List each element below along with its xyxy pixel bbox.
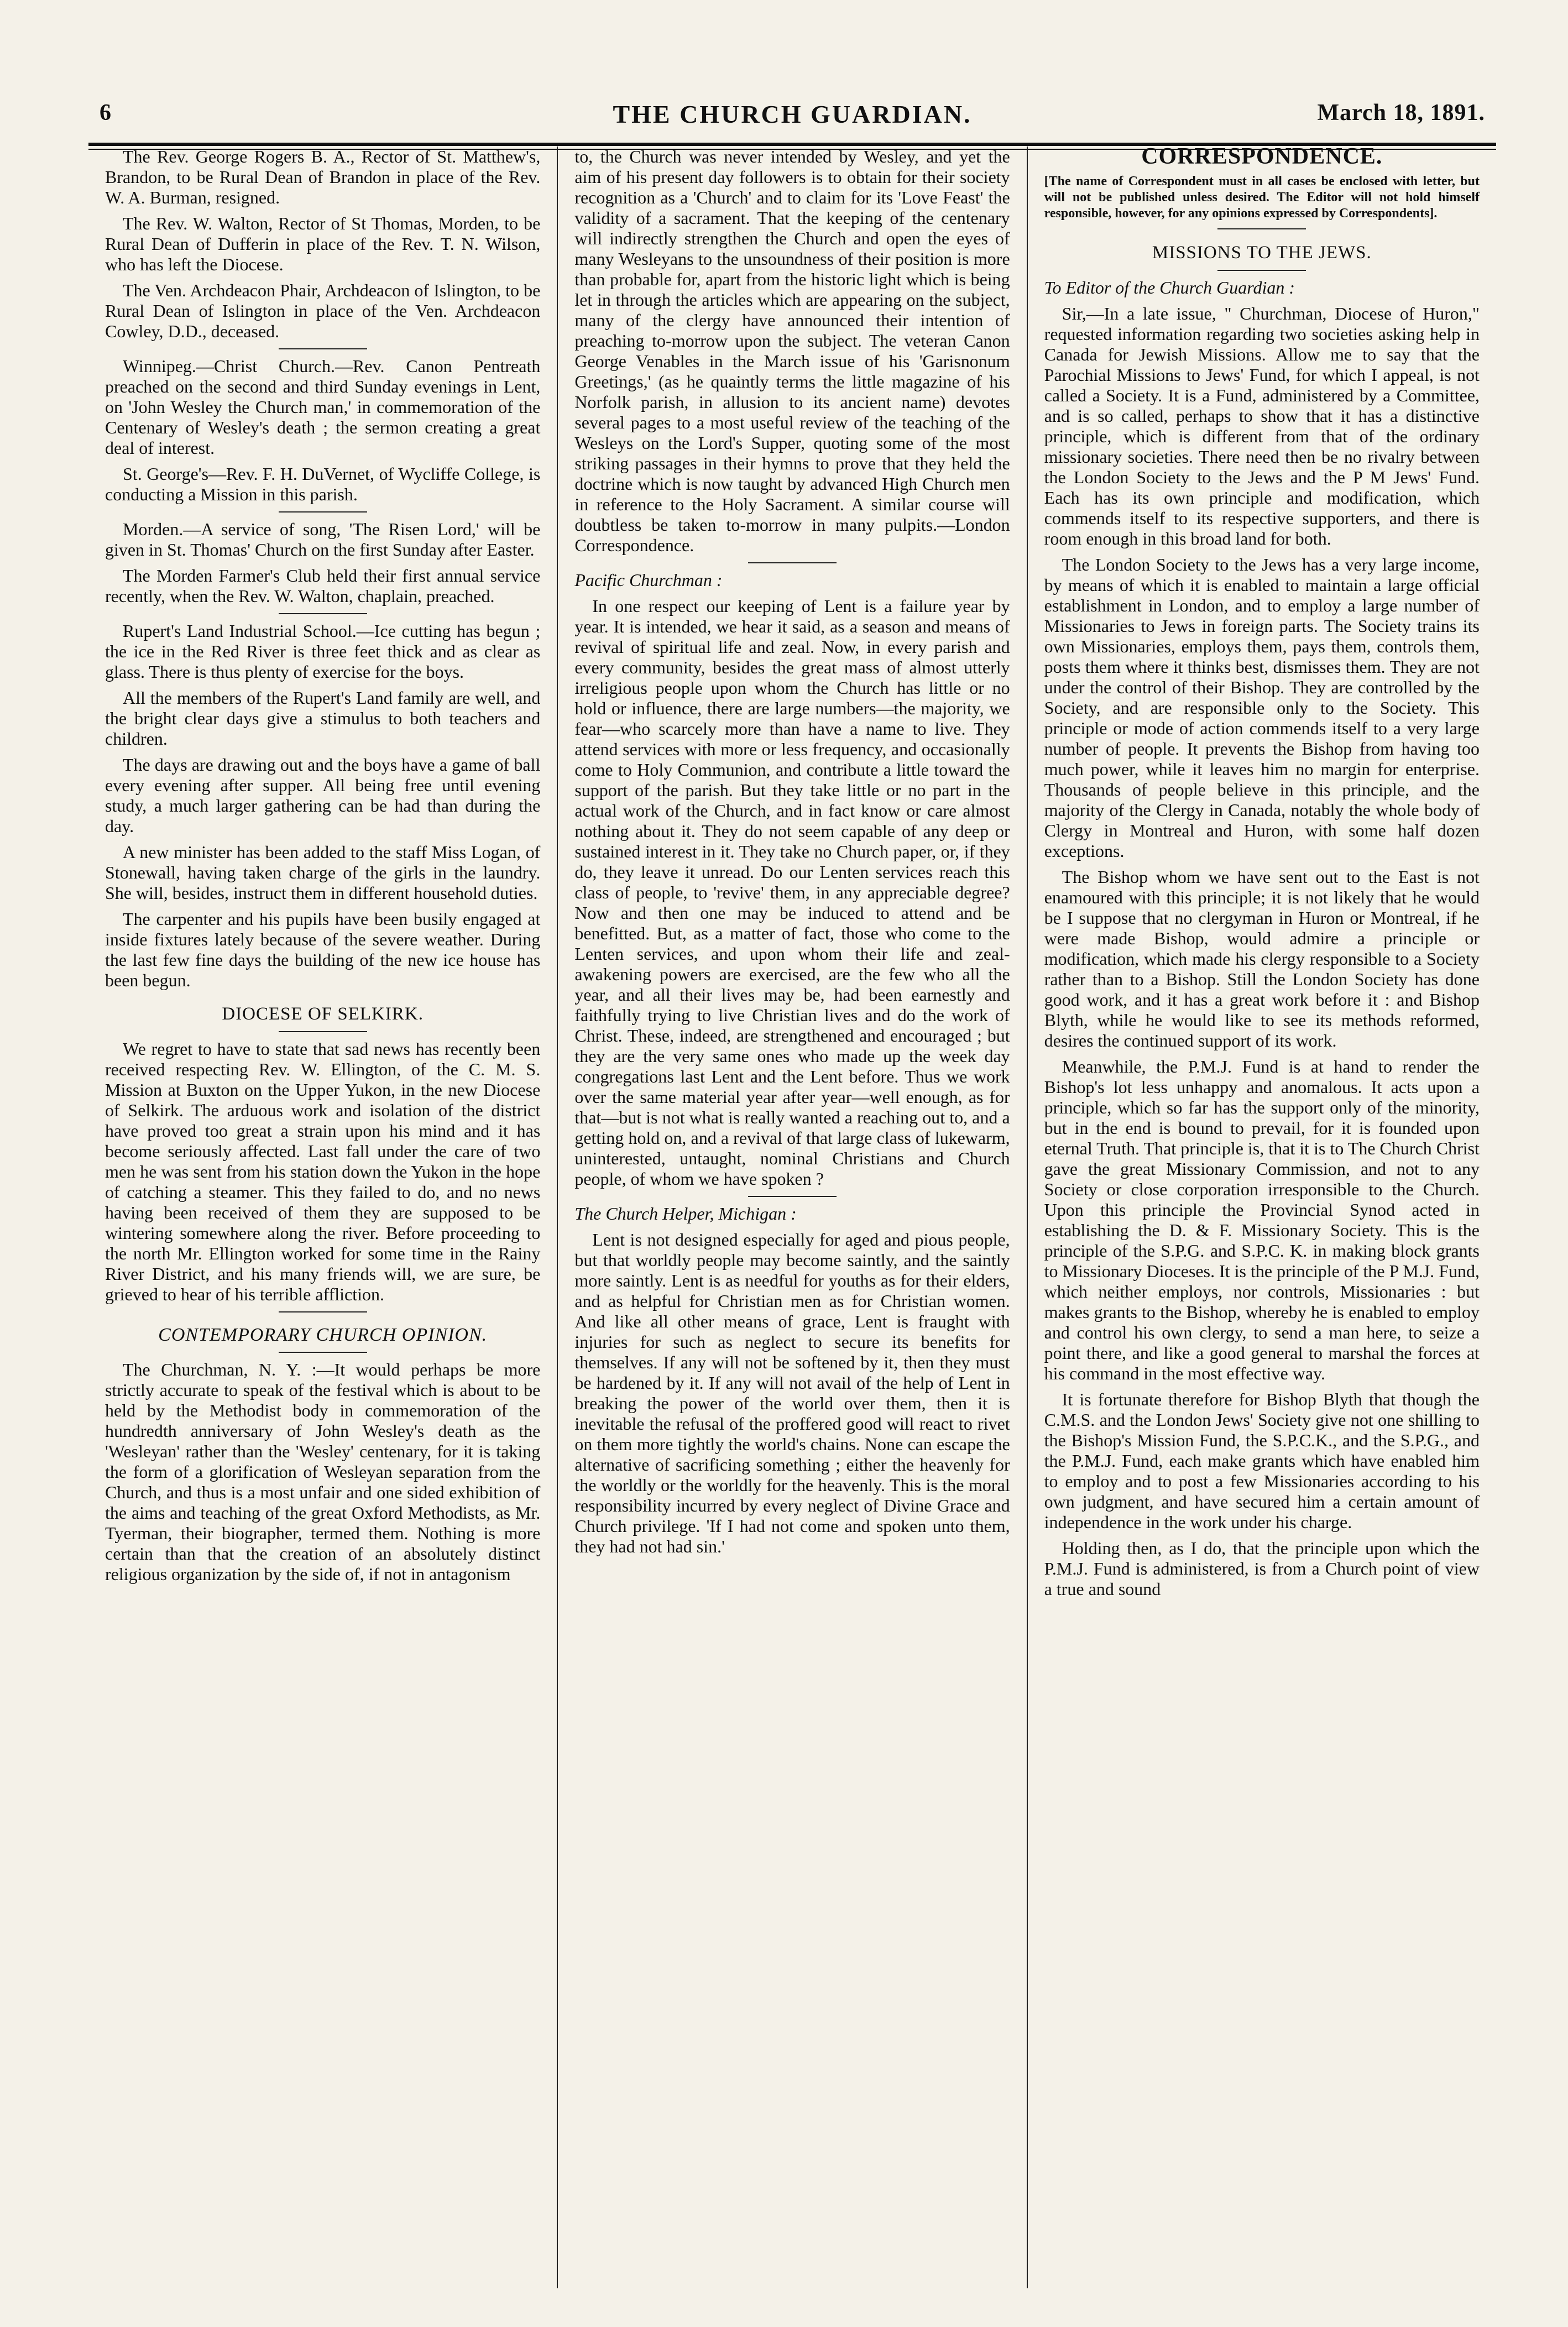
section-divider xyxy=(1217,270,1306,271)
section-heading-correspondence: CORRESPONDENCE. xyxy=(1141,147,1383,169)
section-divider xyxy=(279,348,367,349)
article-paragraph: St. George's—Rev. F. H. DuVernet, of Wycliffe College, is conducting a Mission in this parish. xyxy=(105,464,541,504)
section-divider xyxy=(279,1352,367,1353)
section-divider xyxy=(748,562,837,563)
column-3 xyxy=(1027,147,1496,2288)
article-paragraph: The London Society to the Jews has a very large income, by means of which it is enabled to maintain a large official establishment in London, and to employ a large number of Missionaries to Jews in foreign parts. The Society trains its own Missionaries, employs them, pays them, controls them, posts them where it thinks best, dismisses them. They are not under the control of their Bishop. They are controlled by the Society, and are responsible only to the Society. This principle or mode of action commends itself to a very large number of people. It prevents the Bishop from having too much power, while it leaves him no margin for enterprise. Thousands of people believe in this principle, and the majority of the Clergy in Canada, notably the whole body of Clergy in Montreal and Huron, with some half dozen exceptions. xyxy=(1044,555,1480,861)
article-paragraph: The carpenter and his pupils have been busily engaged at inside fixtures lately because of the severe weather. During the last few fine days the building of the new ice house has been begun. xyxy=(105,909,541,990)
article-paragraph: Meanwhile, the P.M.J. Fund is at hand to render the Bishop's lot less unhappy and anomalous. It acts upon a principle, which so far has the support only of the minority, but in the end is bound to prevail, for it is founded upon eternal Truth. That principle is, that it is to The Church Christ gave the great Missionary Commission, and not to any Society or close corporation irresponsible to the Church. Upon this principle the Provincial Synod acted in establishing the D. & F. Missionary Society. This is the principle of the S.P.G. and S.P.C. K. in making block grants to Missionary Dioceses. It is the principle of the P M.J. Fund, which neither employs, nor controls, Missionaries : but makes grants to the Bishop, whereby he is enabled to employ and control his own clergy, to send a man here, to seize a point there, and like a good general to marshal the forces at his command in the most effective way. xyxy=(1044,1057,1480,1383)
section-divider xyxy=(279,1031,367,1032)
article-paragraph: Holding then, as I do, that the principle upon which the P.M.J. Fund is administered, is from a Church point of view a true and sound xyxy=(1044,1538,1480,1599)
columns xyxy=(88,147,1496,2288)
editorial-note: [The name of Correspondent must in all cases be enclosed with letter, but will not be published unless desired. The Editor will not hold himself responsible, however, for any opinions expressed by Correspondents]. xyxy=(1044,174,1480,221)
article-paragraph: Winnipeg.—Christ Church.—Rev. Canon Pentreath preached on the second and third Sunday evenings in Lent, on 'John Wesley the Church man,' in commemoration of the Centenary of Wesley's death ; the sermon creating a great deal of interest. xyxy=(105,356,541,458)
article-paragraph: Lent is not designed especially for aged and pious people, but that worldly people may become saintly, and the saintly more saintly. Lent is as needful for youths as for their elders, and as helpful for Christian men as for Christian women. And like all other means of grace, Lent is fraught with injuries for such as neglect to secure its benefits for themselves. If any will not be softened by it, then they must be hardened by it. If any will not avail of the help of Lent in breaking the power of the world over them, then it is inevitable the refusal of the proffered good will react to rivet on them more tightly the world's chains. None can escape the alternative of sacrificing something ; either the heavenly for the worldly or the worldly for the heavenly. This is the moral responsibility incurred by every neglect of Divine Grace and Church privilege. 'If I had not come and spoken unto them, they had not had sin.' xyxy=(574,1230,1010,1556)
article-paragraph: to, the Church was never intended by Wesley, and yet the aim of his present day followers is to obtain for their society recognition as a 'Church' and to claim for its 'Love Feast' the validity of a sacrament. That the keeping of the centenary will indirectly strengthen the Church and open the eyes of many Wesleyans to the unsoundness of their position is more than probable for, apart from the historic light which is being let in through the articles which are appearing on the subject, many of the clergy have announced their intention of preaching to-morrow upon the subject. The veteran Canon George Venables in the March issue of his 'Garisnonum Greetings,' (as he quaintly terms the little magazine of his Norfolk parish, in allusion to its ancient name) devotes several pages to a most useful review of the teaching of the Wesleys on the Lord's Supper, quoting some of the most striking passages in their hymns to prove that they held the doctrine which is now taught by advanced High Church men in reference to the Holy Sacrament. A similar course will doubtless be taken to-morrow in many pulpits.—London Correspondence. xyxy=(574,147,1010,555)
letter-salutation: To Editor of the Church Guardian : xyxy=(1044,278,1295,297)
article-paragraph: The Ven. Archdeacon Phair, Archdeacon of Islington, to be Rural Dean of Islington in place of the Ven. Archdeacon Cowley, D.D., deceased. xyxy=(105,280,541,341)
section-divider xyxy=(279,1311,367,1312)
section-divider xyxy=(279,511,367,513)
article-paragraph: The Rev. W. Walton, Rector of St Thomas, Morden, to be Rural Dean of Dufferin in place of the Rev. T. N. Wilson, who has left the Diocese. xyxy=(105,213,541,274)
page-header xyxy=(88,100,1496,138)
source-attribution: The Church Helper, Michigan : xyxy=(574,1204,797,1223)
article-paragraph: It is fortunate therefore for Bishop Blyth that though the C.M.S. and the London Jews' Society give not one shilling to the Bishop's Mission Fund, the S.P.C.K., and the S.P.G., and the P.M.J. Fund, each make grants which have enabled him to employ and to post a few Missionaries according to his own judgment, and have secured him a certain amount of independence in the work under his charge. xyxy=(1044,1389,1480,1532)
article-paragraph: The Morden Farmer's Club held their first annual service recently, when the Rev. W. Walton, chaplain, preached. xyxy=(105,566,541,606)
article-paragraph: The Rev. George Rogers B. A., Rector of St. Matthew's, Brandon, to be Rural Dean of Brandon in place of the Rev. W. A. Burman, resigned. xyxy=(105,147,541,207)
page-number: 6 xyxy=(100,100,111,125)
column-1 xyxy=(88,147,557,2288)
masthead-title: THE CHURCH GUARDIAN. xyxy=(613,100,972,128)
article-paragraph: We regret to have to state that sad news has recently been received respecting Rev. W. Ellington, of the C. M. S. Mission at Buxton on the Upper Yukon, in the new Diocese of Selkirk. The arduous work and isolation of the district have proved too great a strain upon his mind and it has become seriously affected. Last fall under the care of two men he was sent from his station down the Yukon in the hope of catching a steamer. This they failed to do, and no news having been received of them they are supposed to be wintering somewhere along the river. Before proceeding to the north Mr. Ellington worked for some time in the Rainy River District, and his many friends will, we are sure, be grieved to hear of his terrible affliction. xyxy=(105,1039,541,1304)
article-paragraph: Morden.—A service of song, 'The Risen Lord,' will be given in St. Thomas' Church on the first Sunday after Easter. xyxy=(105,519,541,559)
issue-date: March 18, 1891. xyxy=(1317,100,1485,125)
source-attribution: Pacific Churchman : xyxy=(574,570,723,590)
header-rule xyxy=(88,143,1496,146)
section-heading-selkirk: DIOCESE OF SELKIRK. xyxy=(222,1004,424,1024)
article-paragraph: Rupert's Land Industrial School.—Ice cutting has begun ; the ice in the Red River is three feet thick and as clear as glass. There is thus plenty of exercise for the boys. xyxy=(105,621,541,682)
article-paragraph: All the members of the Rupert's Land family are well, and the bright clear days give a stimulus to both teachers and children. xyxy=(105,688,541,749)
section-divider xyxy=(279,613,367,614)
article-paragraph: A new minister has been added to the staff Miss Logan, of Stonewall, having taken charge of the girls in the laundry. She will, besides, instruct them in different household duties. xyxy=(105,842,541,903)
article-paragraph: Sir,—In a late issue, " Churchman, Diocese of Huron," requested information regarding two societies asking help in Canada for Jewish Missions. Allow me to say that the Parochial Missions to Jews' Fund, for which I appeal, is not called a Society. It is a Fund, administered by a Committee, and is so called, perhaps to show that it has a distinctive principle, which is different from that of the ordinary missionary societies. There need then be no rivalry between the London Society to the Jews and the P M Jews' Fund. Each has its own principle and modification, which commends itself to its respective supporters, and there is room enough in this broad land for both. xyxy=(1044,304,1480,548)
section-divider xyxy=(1217,228,1306,229)
section-divider xyxy=(748,1196,837,1197)
article-paragraph: The Bishop whom we have sent out to the East is not enamoured with this principle; it is not likely that he would be I suppose that no clergyman in Huron or Montreal, if he were made Bishop, would admire a principle or modification, which made his clergy responsible to a Society rather than to a Bishop. Still the London Society has done good work, and it has a great work before it : and Bishop Blyth, while he would like to see its methods reformed, desires the continued support of its work. xyxy=(1044,867,1480,1050)
section-heading-opinion: CONTEMPORARY CHURCH OPINION. xyxy=(158,1325,488,1345)
article-paragraph: In one respect our keeping of Lent is a failure year by year. It is intended, we hear it said, as a season and means of revival of spiritual life and zeal. Now, in every parish and every community, besides the great mass of almost utterly irreligious people upon whom the Church has little or no hold or influence, there are large numbers—the majority, we fear—who scarcely more than have a name to live. They attend services with more or less frequency, and occasionally come to Holy Communion, and contribute a little toward the support of the parish. But they take little or no part in the actual work of the Church, and in fact know or care almost nothing about it. They do not seem capable of any deep or sustained interest in it. They take no Church paper, or, if they do, they leave it unread. Do our Lenten services reach this class of people, to 'revive' them, in any appreciable degree? Now and then one may be induced to attend and be benefitted. But, as a matter of fact, those who come to the Lenten services, and upon whom their life and zeal-awakening powers are exercised, are the few who all the year, and all their lives may be, had been earnestly and faithfully trying to live Christian lives and do the work of Christ. These, indeed, are strengthened and encouraged ; but they are the very same ones who made up the week day congregations last Lent and the Lent before. Thus we work over the same material year after year—well enough, as for that—but is not what is really wanted a reaching out to, and a getting hold on, and a revival of that large class of lukewarm, uninterested, untaught, nominal Christians and Church people, of whom we have spoken ? xyxy=(574,596,1010,1189)
column-2 xyxy=(557,147,1026,2288)
article-paragraph: The days are drawing out and the boys have a game of ball every evening after supper. All being free until evening study, a much larger gathering can be had than during the day. xyxy=(105,755,541,836)
section-heading-missions: MISSIONS TO THE JEWS. xyxy=(1152,243,1372,263)
article-paragraph: The Churchman, N. Y. :—It would perhaps be more strictly accurate to speak of the festival which is about to be held by the Methodist body in commemoration of the hundredth anniversary of John Wesley's death as the 'Wesleyan' rather than the 'Wesley' centenary, for it is taking the form of a glorification of Wesleyan separation from the Church, and thus is a most unfair and one sided exhibition of the aims and teaching of the great Oxford Methodists, as Mr. Tyerman, their biographer, termed them. Nothing is more certain than that the creation of an absolutely distinct religious organization by the side of, if not in antagonism xyxy=(105,1359,541,1584)
